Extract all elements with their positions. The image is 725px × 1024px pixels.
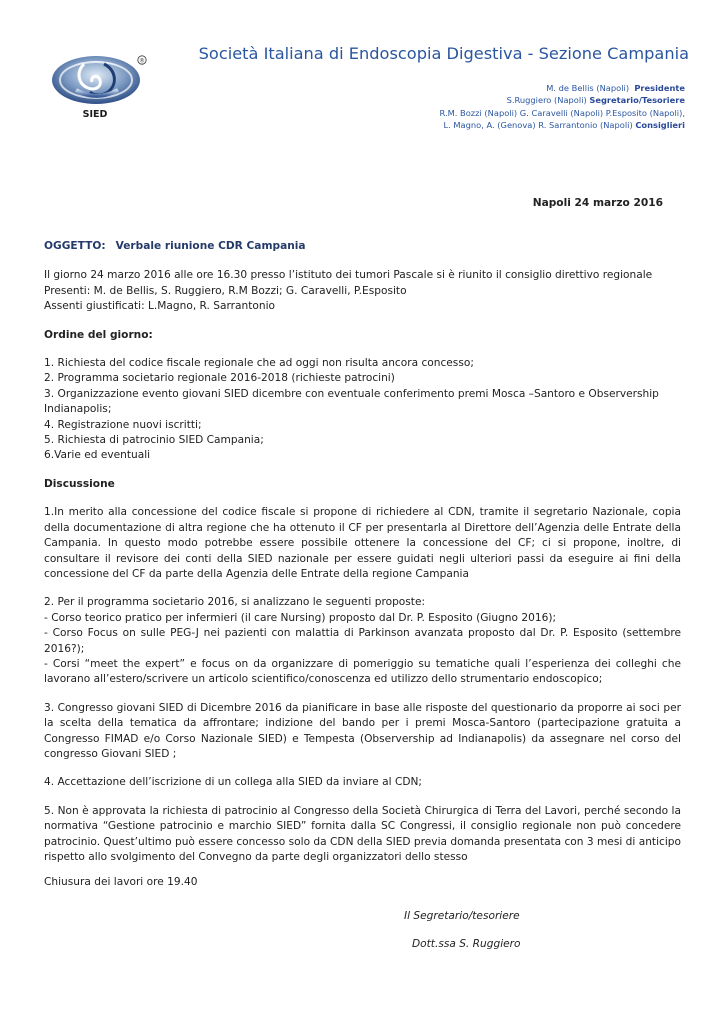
intro-line: Il giorno 24 marzo 2016 alle ore 16.30 presso l’istituto dei tumori Pascale si è riunito il consiglio direttivo regionale <box>44 269 653 282</box>
board-line-councillors-2 <box>439 119 685 131</box>
discussion-point-5: 5. Non è approvata la richiesta di patrocinio al Congresso della Società Chirurgica di Terra del Lavori, perché secondo la normativa “Gestione patrocinio e marchio SIED” fornita dalla SC Congressi, il consiglio regionale non può concedere patrocinio. Quest’ultimo può essere concesso solo da CDN della SIED previa domanda presentata con 3 mesi di anticipo rispetto allo svolgimento del Convegno da parte degli organizzatori dello stesso <box>44 804 681 863</box>
board-line-councillors-1 <box>439 107 685 119</box>
sied-logo <box>46 50 154 122</box>
board-role: Segretario/Tesoriere <box>589 95 685 106</box>
discussion-point-2-item: - Corso teorico pratico per infermieri (il care Nursing) proposto dal Dr. P. Esposito (Giugno 2016); <box>44 611 557 624</box>
intro-line: Assenti giustificati: L.Magno, R. Sarrantonio <box>44 300 275 313</box>
discussion-point-4: 4. Accettazione dell’iscrizione di un collega alla SIED da inviare al CDN; <box>44 776 422 789</box>
agenda-item: 6.Varie ed eventuali <box>44 449 151 462</box>
board-role: Consiglieri <box>635 119 685 130</box>
board-member-text: M. de Bellis (Napoli) <box>546 83 630 93</box>
agenda-item: 2. Programma societario regionale 2016-2018 (richieste patrocini) <box>44 372 395 385</box>
board-line-secretary <box>439 94 685 106</box>
discussion-point-3: 3. Congresso giovani SIED di Dicembre 2016 da pianificare in base alle risposte del questionario da proporre ai soci per la scelta della tematica da affrontare; indizione del bando per i premi Mosca-Santoro (partecipazione gratuita a Congresso FIMAD e/o Corso Nazionale SIED) e Tempesta (Observership ad Indianapolis) da assegnare nel corso del congresso Giovani SIED ; <box>44 701 681 760</box>
document-body <box>44 239 681 891</box>
discussion-point-2-intro: 2. Per il programma societario 2016, si analizzano le seguenti proposte: <box>44 596 426 609</box>
signature-name: Dott.ssa S. Ruggiero <box>412 938 521 950</box>
discussion-heading: Discussione <box>44 477 115 490</box>
agenda-item: 5. Richiesta di patrocinio SIED Campania; <box>44 434 264 447</box>
registered-mark: ® <box>139 57 145 65</box>
discussion-point-2-item: - Corsi “meet the expert” e focus on da organizzare di pomeriggio su tematiche quali l’esperienza dei colleghi che lavorano all’estero/scrivere un articolo scientifico/conoscenza ed utilizzo dello strumentario endoscopico; <box>44 657 681 686</box>
board-member-text: S.Ruggiero (Napoli) <box>506 95 587 106</box>
board-role: Presidente <box>634 83 685 93</box>
board-member-text: R.M. Bozzi (Napoli) G. Caravelli (Napoli) P.Esposito (Napoli), <box>439 107 685 118</box>
signature-role: Il Segretario/tesoriere <box>404 910 520 922</box>
closing-line: Chiusura dei lavori ore 19.40 <box>44 876 198 889</box>
agenda-heading: Ordine del giorno: <box>44 328 153 341</box>
board-member-text: L. Magno, A. (Genova) R. Sarrantonio (Napoli) <box>443 119 633 130</box>
board-members <box>439 82 685 131</box>
board-line-president <box>439 82 685 94</box>
subject-text: Verbale riunione CDR Campania <box>115 240 306 252</box>
logo-label: SIED <box>82 109 108 120</box>
agenda-item: 4. Registrazione nuovi iscritti; <box>44 418 202 431</box>
subject-line <box>44 239 681 254</box>
discussion-point-2-item: - Corso Focus on sulle PEG-J nei pazienti con malattia di Parkinson avanzata proposto dal Dr. P. Esposito (settembre 2016?); <box>44 627 681 655</box>
subject-label: OGGETTO: <box>44 240 106 252</box>
agenda-item: 3. Organizzazione evento giovani SIED dicembre con eventuale conferimento premi Mosca –Santoro e Observership Indianapolis; <box>44 387 659 416</box>
intro-line: Presenti: M. de Bellis, S. Ruggiero, R.M Bozzi; G. Caravelli, P.Esposito <box>44 284 407 297</box>
document-date: Napoli 24 marzo 2016 <box>532 197 663 209</box>
organization-title: Società Italiana di Endoscopia Digestiva - Sezione Campania <box>198 44 689 63</box>
discussion-point-1: 1.In merito alla concessione del codice fiscale si propone di richiedere al CDN, tramite il segretario Nazionale, copia della documentazione di altra regione che ha ottenuto il CF per presentarla al Direttore dell’Agenzia delle Entrate della Campania. In questo modo potrebbe essere possibile ottenere la concessione del CF; ci si propone, inoltre, di consultare il revisore dei conti della SIED nazionale per essere guidati negli ulteriori passi da eseguire ai fini della concessione del CF da parte della Agenzia delle Entrate della regione Campania <box>44 506 681 580</box>
agenda-item: 1. Richiesta del codice fiscale regionale che ad oggi non risulta ancora concesso; <box>44 357 474 370</box>
